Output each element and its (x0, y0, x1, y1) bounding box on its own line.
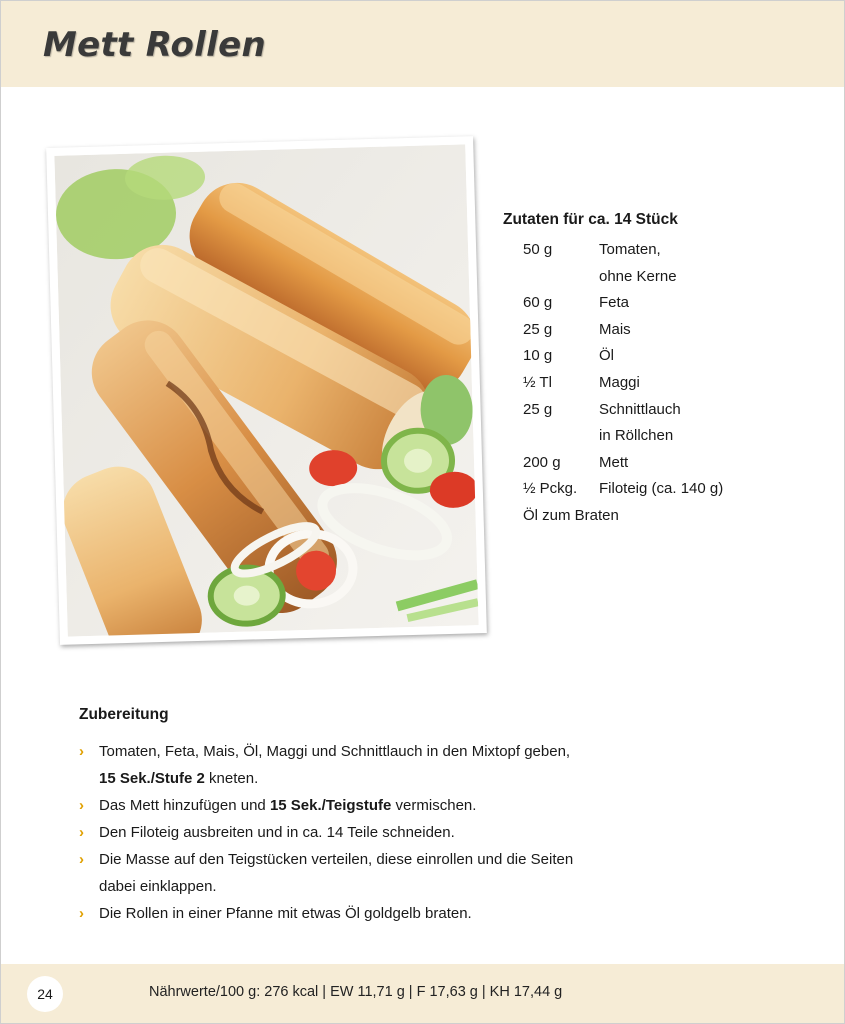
ingredient-row (503, 397, 823, 450)
ingredient-name: Feta (599, 294, 630, 312)
step-text: kneten. (204, 770, 259, 787)
ingredient-amount: 10 g (523, 347, 553, 365)
step-text: Die Masse auf den Teigstücken verteilen, diese einrollen und die Seiten (99, 851, 574, 868)
chevron-right-icon: › (79, 797, 84, 814)
ingredient-extra: Öl zum Braten (523, 506, 619, 524)
recipe-photo (46, 136, 487, 645)
ingredient-row (503, 237, 823, 290)
nutrition-info: Nährwerte/100 g: 276 kcal | EW 11,71 g | F 17,63 g | KH 17,44 g (149, 984, 563, 1000)
preparation-step (79, 792, 779, 819)
chevron-right-icon: › (79, 905, 84, 922)
step-text: Das Mett hinzufügen und (99, 797, 270, 814)
ingredients-list (503, 209, 823, 530)
chevron-right-icon: › (79, 743, 84, 760)
step-text: Die Rollen in einer Pfanne mit etwas Öl goldgelb braten. (99, 905, 472, 922)
preparation-step (79, 819, 779, 846)
ingredient-name-line: in Röllchen (599, 427, 674, 445)
ingredient-row (503, 317, 823, 344)
ingredient-row (503, 370, 823, 397)
ingredient-amount: 60 g (523, 294, 553, 312)
ingredient-row (503, 476, 823, 503)
ingredient-name: Mett (599, 453, 629, 471)
ingredient-row (503, 450, 823, 477)
step-text-cont (99, 765, 779, 792)
ingredient-amount: ½ Tl (523, 373, 552, 391)
ingredient-name: Öl (599, 347, 614, 365)
preparation-step (79, 738, 779, 792)
header-band (1, 1, 844, 87)
step-bold: 15 Sek./Teigstufe (269, 797, 392, 814)
step-text: Tomaten, Feta, Mais, Öl, Maggi und Schnittlauch in den Mixtopf geben, (99, 743, 571, 760)
chevron-right-icon: › (79, 824, 84, 841)
step-bold: 15 Sek./Stufe 2 (99, 770, 205, 787)
ingredient-row (503, 290, 823, 317)
step-text: vermischen. (391, 797, 477, 814)
ingredient-amount: ½ Pckg. (523, 480, 578, 498)
ingredient-name-line: Schnittlauch (599, 400, 681, 418)
ingredient-name-line: Tomaten, (599, 241, 661, 258)
preparation-section (79, 706, 779, 927)
ingredient-name (599, 397, 823, 450)
preparation-step (79, 846, 779, 900)
ingredient-amount: 50 g (523, 241, 553, 258)
preparation-title: Zubereitung (79, 706, 169, 723)
footer-band (1, 964, 844, 1023)
spring-rolls-photo (54, 144, 478, 636)
ingredient-amount: 25 g (523, 400, 553, 418)
ingredients-title: Zutaten für ca. 14 Stück (503, 211, 678, 228)
ingredient-row (503, 343, 823, 370)
ingredient-amount: 25 g (523, 320, 553, 338)
step-text-cont: dabei einklappen. (99, 878, 217, 895)
ingredient-name (599, 237, 823, 290)
preparation-step (79, 900, 779, 927)
ingredient-name: Filoteig (ca. 140 g) (599, 480, 724, 498)
ingredient-name-line: ohne Kerne (599, 267, 677, 285)
step-text: Den Filoteig ausbreiten und in ca. 14 Teile schneiden. (99, 824, 455, 841)
ingredient-name: Mais (599, 320, 631, 338)
ingredient-amount: 200 g (523, 453, 561, 471)
chevron-right-icon: › (79, 851, 84, 868)
page-number: 24 (27, 976, 63, 1012)
ingredient-name: Maggi (599, 373, 640, 391)
page-title: Mett Rollen (43, 25, 266, 65)
